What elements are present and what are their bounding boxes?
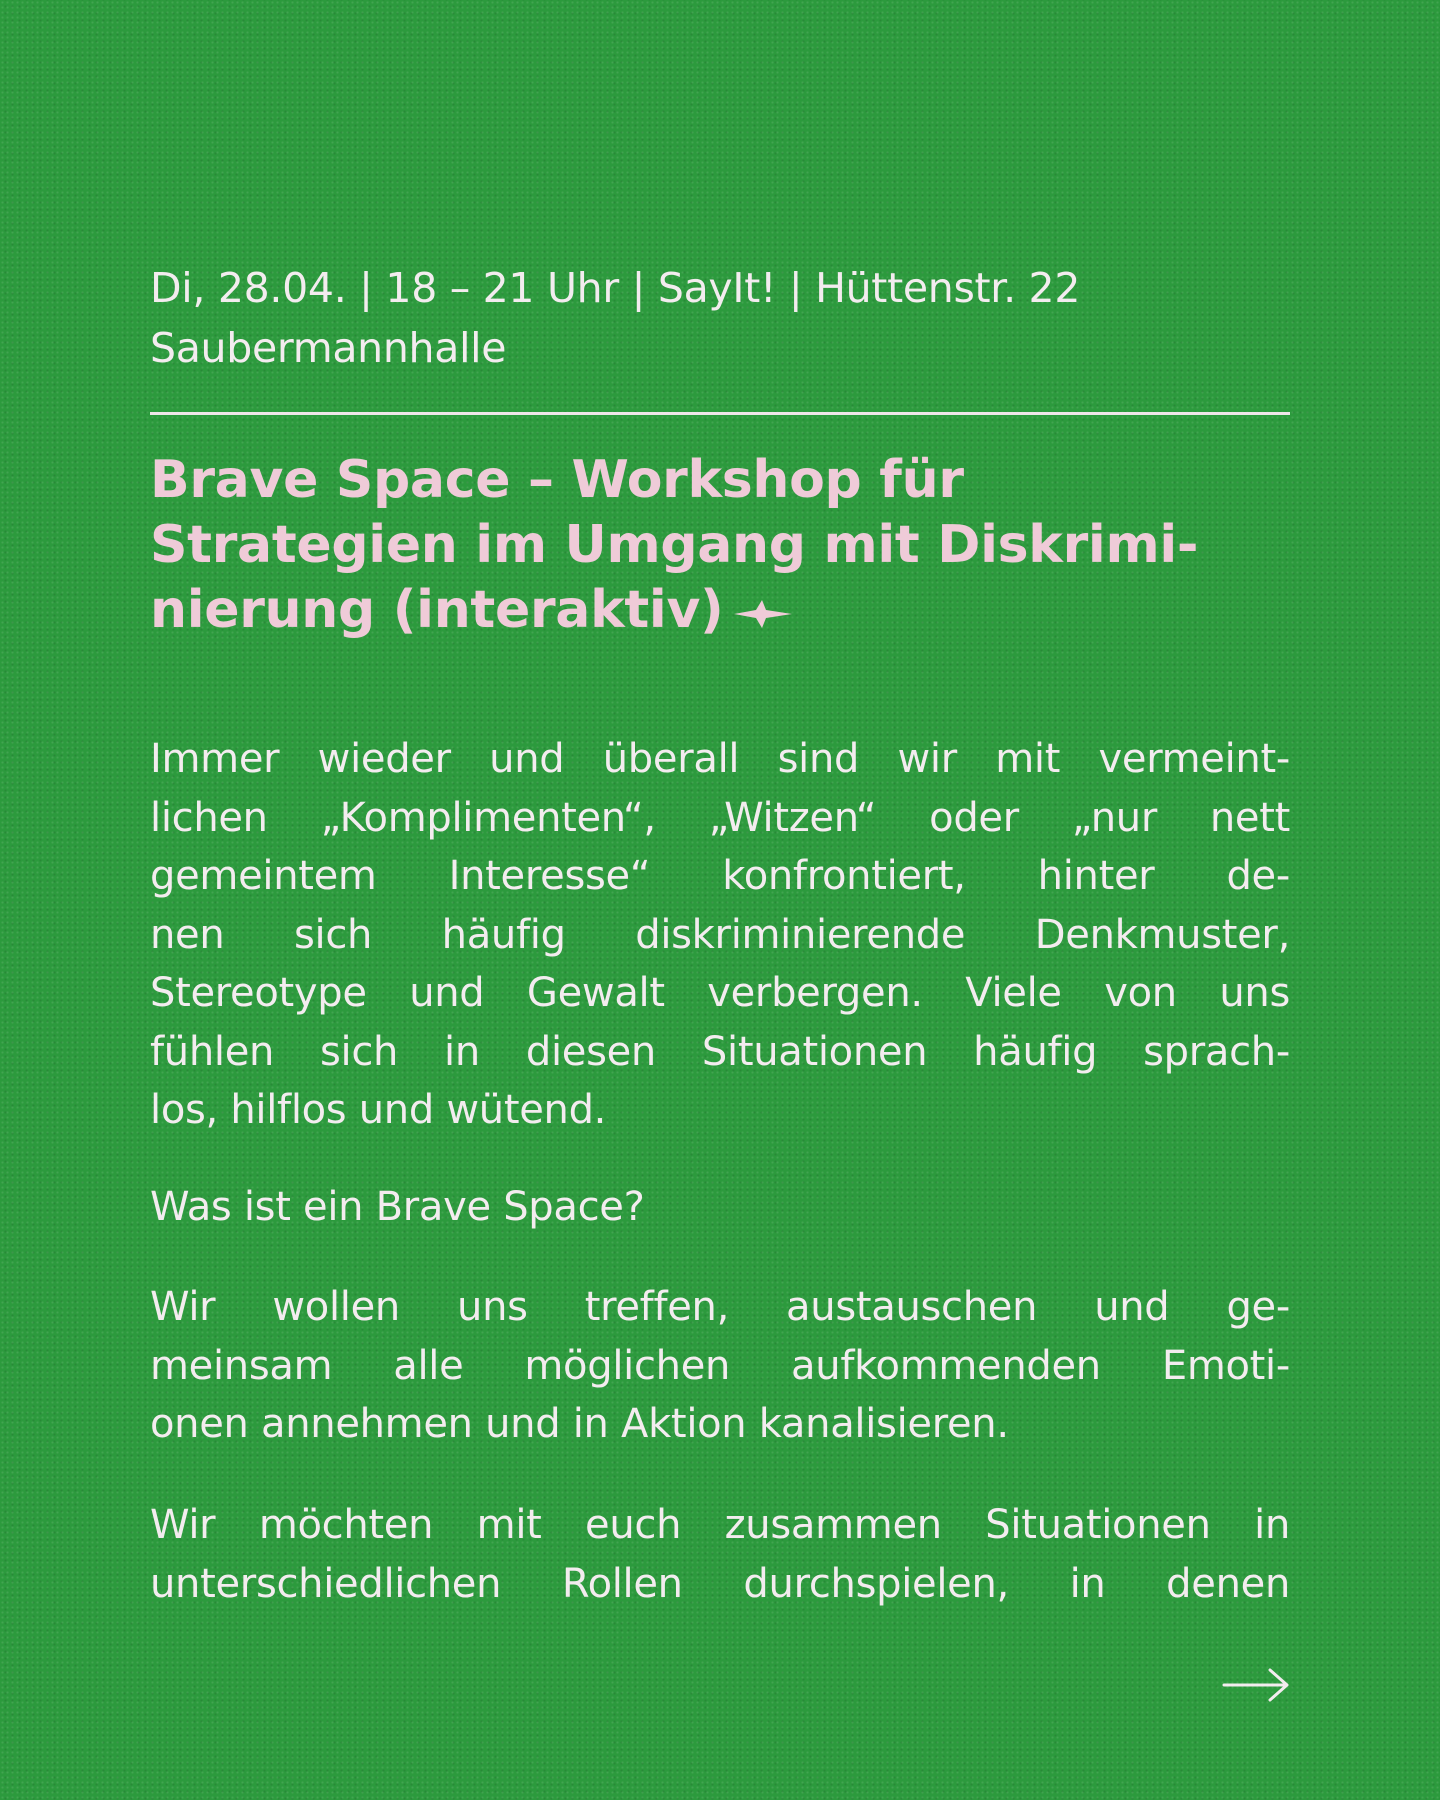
sparkle-arrow-icon [732, 599, 794, 629]
paragraph-question [150, 1178, 1290, 1237]
text-line: Wir wollen uns treffen, austauschen und ge- [150, 1284, 1290, 1330]
text-line: fühlen sich in diesen Situationen häufig sprach- [150, 1028, 1290, 1075]
text-line: gemeintem Interesse“ konfrontiert, hinter de- [150, 853, 1290, 899]
text-line: lichen „Komplimenten“, „Witzen“ oder „nur nett [150, 794, 1290, 841]
text-line: Stereotype und Gewalt verbergen. Viele von uns [150, 970, 1290, 1016]
title-line: nierung (interaktiv) [150, 580, 724, 640]
paragraph-roleplay [150, 1496, 1290, 1613]
event-venue: Saubermannhalle [150, 324, 507, 372]
paragraph-intro [150, 730, 1290, 1140]
title-line-with-icon [150, 578, 1290, 643]
title-line: Strategien im Umgang mit Diskrimi- [150, 515, 1199, 575]
arrow-right-icon[interactable] [1222, 1660, 1292, 1710]
text-line: onen annehmen und in Aktion kanalisieren. [150, 1401, 1009, 1447]
event-meta [150, 258, 1290, 378]
paragraph-goals [150, 1278, 1290, 1454]
divider [150, 412, 1290, 415]
text-line: Wir möchten mit euch zusammen Situationen in [150, 1502, 1290, 1548]
text-line: meinsam alle möglichen aufkommenden Emoti- [150, 1342, 1290, 1389]
text-line: Was ist ein Brave Space? [150, 1184, 645, 1230]
title-line: Brave Space – Workshop für [150, 450, 964, 510]
text-line: unterschiedlichen Rollen durchspielen, in denen [150, 1560, 1290, 1607]
text-line: Immer wieder und überall sind wir mit vermeint- [150, 736, 1290, 782]
text-line: los, hilflos und wütend. [150, 1087, 607, 1133]
text-line: nen sich häufig diskriminierende Denkmuster, [150, 911, 1290, 958]
event-title [150, 448, 1290, 643]
event-page [150, 0, 1290, 1800]
event-info-line: Di, 28.04. | 18 – 21 Uhr | SayIt! | Hüttenstr. 22 [150, 264, 1081, 312]
